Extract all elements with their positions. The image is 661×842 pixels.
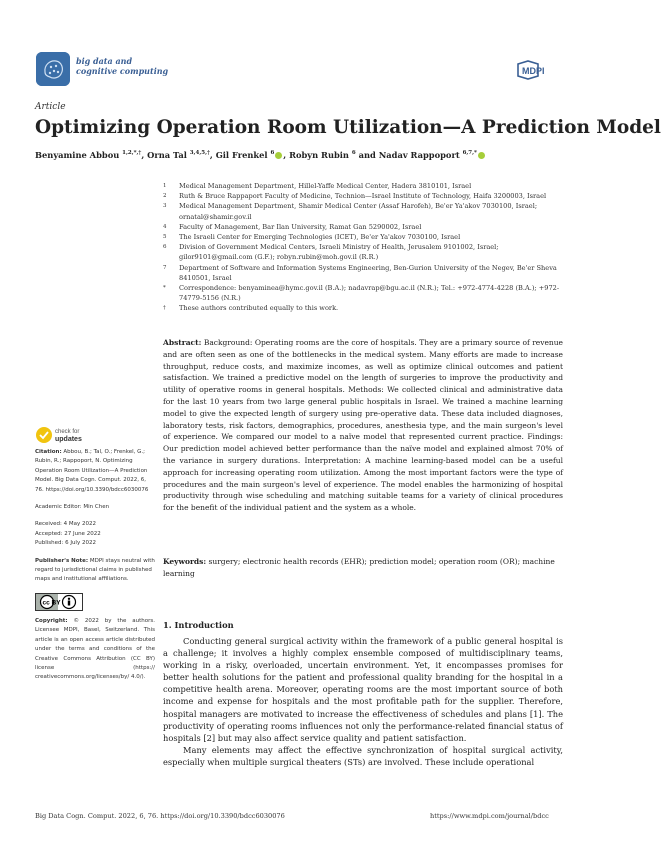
check-updates-line1: check for: [55, 429, 80, 435]
author-name[interactable]: Nadav Rappoport: [378, 150, 460, 160]
author-sup: 1,2,*,†: [122, 150, 142, 157]
affiliation-mark: 2: [163, 193, 167, 200]
footer-journal-link[interactable]: https://www.mdpi.com/journal/bdcc: [430, 812, 549, 820]
check-updates-line2: updates: [55, 436, 82, 443]
page-title: Optimizing Operation Room Utilization—A Prediction Model: [35, 117, 661, 138]
cc-badge-text: cc BY: [42, 599, 61, 607]
author-name[interactable]: Robyn Rubin: [289, 150, 349, 160]
mdpi-logo: [516, 60, 560, 80]
abstract: [163, 337, 563, 514]
footer-citation[interactable]: Big Data Cogn. Comput. 2022, 6, 76. https://doi.org/10.3390/bdcc6030076: [35, 812, 285, 820]
affiliation-text: The Israeli Center for Emerging Technologies (ICET), Be'er Ya'akov 7030100, Israel: [179, 233, 461, 242]
author-sup: 3,4,5,†: [189, 150, 210, 157]
citation-label: Citation:: [35, 449, 62, 455]
author-sup: 6: [351, 150, 356, 157]
author-sup: 6: [270, 150, 275, 157]
section-heading: 1. Introduction: [163, 620, 234, 630]
publisher-note: [35, 557, 155, 585]
copyright-text: © 2022 by the authors. Licensee MDPI, Basel, Switzerland. This article is an open access article distributed under the terms and conditions of the Creative Commons Attribution (CC BY) license (https:// creativecommons.org/licenses/by/ 4.0/).: [35, 617, 155, 681]
author-name[interactable]: Gil Frenkel: [215, 150, 268, 160]
abstract-label: Abstract:: [163, 338, 202, 347]
affiliation-text: Ruth & Bruce Rappaport Faculty of Medicine, Technion—Israel Institute of Technology, Haifa 3200003, Israel: [179, 192, 547, 201]
academic-editor: Academic Editor: Min Chen: [35, 504, 110, 511]
affiliation-item: [163, 201, 563, 221]
citation-text[interactable]: Abbou, B.; Tal, O.; Frenkel, G.; Rubin, R.; Rappoport, N. Optimizing Operation Room Utilization—A Prediction Model. Big Data Cogn. Comput. 2022, 6, 76. https://doi.org/10.3390/bdcc6030076: [35, 449, 149, 493]
keywords-text: surgery; electronic health records (EHR); prediction model; operation room (OR); machine learning: [163, 557, 555, 578]
affiliation-mark: *: [163, 285, 166, 292]
orcid-icon[interactable]: [275, 152, 282, 159]
citation: [35, 448, 155, 495]
affiliation-mark: 3: [163, 203, 167, 210]
affiliation-text: These authors contributed equally to this work.: [179, 304, 339, 313]
affiliation-mark: 1: [163, 183, 167, 189]
accepted-date: Accepted: 27 June 2022: [35, 530, 101, 537]
keywords-label: Keywords:: [163, 557, 207, 566]
affiliation-item: [163, 242, 563, 262]
author-name[interactable]: Benyamine Abbou: [35, 150, 120, 160]
article-type: Article: [35, 102, 66, 112]
received-date: Received: 4 May 2022: [35, 521, 96, 528]
cc-by-license-icon[interactable]: [35, 593, 83, 611]
journal-name: [76, 56, 168, 76]
dates: [35, 520, 155, 548]
affiliation-item: [163, 191, 563, 201]
author-sup: 6,7,*: [462, 150, 477, 157]
affiliations: [163, 181, 563, 314]
affiliation-text: Department of Software and Information Systems Engineering, Ben-Gurion University of the Negev, Be'er Sheva 8410501, Israel: [179, 263, 557, 282]
author-list: Benyamine Abbou $^{1,2,*,\dagger}$, Orna Tal $^{3,4,5,\dagger}$, Gil Frenkel $^6$ , Robyn Rubin $^6$ and Nadav Rappoport $^{6,7,*}$: [35, 150, 575, 160]
affiliation-text: Medical Management Department, Hillel-Yaffe Medical Center, Hadera 3810101, Israel: [179, 182, 472, 190]
affiliation-mark: 6: [163, 244, 167, 251]
paragraph: Conducting general surgical activity within the framework of a public general hospital is a challenge; it involves a highly complex ensemble composed of multidisciplinary teams, working in a risky, overloaded, uncertain environment. Yet, it encompasses promises for better health solutions for the patient and professional quality branding for the hospital in a competitive health arena. Moreover, operating rooms are the most important source of both income and expense for hospitals and the most profitable path for the supplier. Therefore, hospital managers are motivated to increase the effectiveness of schedules and plans [1]. The productivity of operating rooms influences not only the performance-related financial status of hospitals [2] but may also affect service quality and patient satisfaction.: [163, 636, 563, 743]
affiliation-text: Faculty of Management, Bar Ilan University, Ramat Gan 5290002, Israel: [179, 222, 422, 231]
affiliation-item: [163, 222, 563, 232]
journal-name-line1: big data and: [76, 56, 133, 66]
intro-body: [163, 635, 563, 768]
sidebar: [35, 448, 155, 691]
mdpi-logo-text: MDPI: [522, 66, 545, 76]
affiliation-item: [163, 232, 563, 242]
affiliation-item: [163, 181, 563, 191]
journal-logo: [36, 52, 70, 86]
abstract-text: Background: Operating rooms are the core of hospitals. They are a primary source of revenue and are often seen as one of the bottlenecks in the medical system. Many efforts are made to increase throughput, reduce costs, and maximize incomes, as well as optimize clinical outcomes and patient satisfaction. We trained a predictive model on the length of surgeries to improve the productivity and utility of operative rooms in general hospitals. Methods: We collected clinical and administrative data for the last 10 years from two large general public hospitals in Israel. We trained a machine learning model to give the expected length of surgery using pre-operative data. These data included diagnoses, laboratory tests, risk factors, demographics, procedures, anesthesia type, and the main surgeon's level of experience. We compared our model to a naïve model that represented current practice. Findings: Our prediction model achieved better performance than the naïve model and explained almost 70% of the variance in surgery durations. Interpretation: A machine learning-based model can be a useful approach for increasing operating room utilization. Among the most important factors were the type of procedures and the main surgeon's level of experience. The model enables the harmonizing of hospital productivity through wise scheduling and matching suitable teams for a variety of clinical procedures for the benefit of the individual patient and the system as a whole.: [163, 338, 563, 513]
affiliation-mark: 7: [163, 264, 167, 271]
orcid-icon[interactable]: [478, 152, 485, 159]
correspondence: [163, 283, 563, 303]
affiliation-item: [163, 263, 563, 283]
paragraph: Many elements may affect the effective synchronization of hospital surgical activity, especially when multiple surgical theaters (STs) are involved. These include operational: [163, 744, 563, 767]
publisher-note-text: MDPI stays neutral with regard to jurisdictional claims in published maps and institutional affiliations.: [35, 557, 155, 583]
affiliation-mark: 5: [163, 234, 167, 241]
check-for-updates-button[interactable]: [35, 424, 115, 446]
journal-name-line2: cognitive computing: [76, 66, 169, 76]
affiliation-text: Medical Management Department, Shamir Medical Center (Assaf Harofeh), Be'er Ya'akov 7030100, Israel; ornatal@shamir.gov.il: [179, 202, 538, 221]
copyright: [35, 617, 155, 683]
affiliation-text: Division of Government Medical Centers, Israeli Ministry of Health, Jerusalem 9101002, Israel; gilor9101@gmail.com (G.F.); robyn.rubin@moh.gov.il (R.R.): [179, 243, 499, 262]
publisher-note-label: Publisher's Note:: [35, 557, 89, 564]
copyright-label: Copyright:: [35, 617, 68, 624]
affiliation-mark: 4: [163, 223, 167, 230]
keywords: [163, 556, 563, 580]
author-name[interactable]: Orna Tal: [147, 150, 187, 160]
equal-contribution-note: [163, 303, 563, 313]
published-date: Published: 6 July 2022: [35, 540, 96, 547]
affiliation-text: Correspondence: benyamineа@hymc.gov.il (B.A.); nadavrap@bgu.ac.il (N.R.); Tel.: +972-4774-4228 (B.A.); +972-74779-5156 (N.R.): [179, 284, 560, 303]
affiliation-mark: †: [163, 305, 166, 312]
